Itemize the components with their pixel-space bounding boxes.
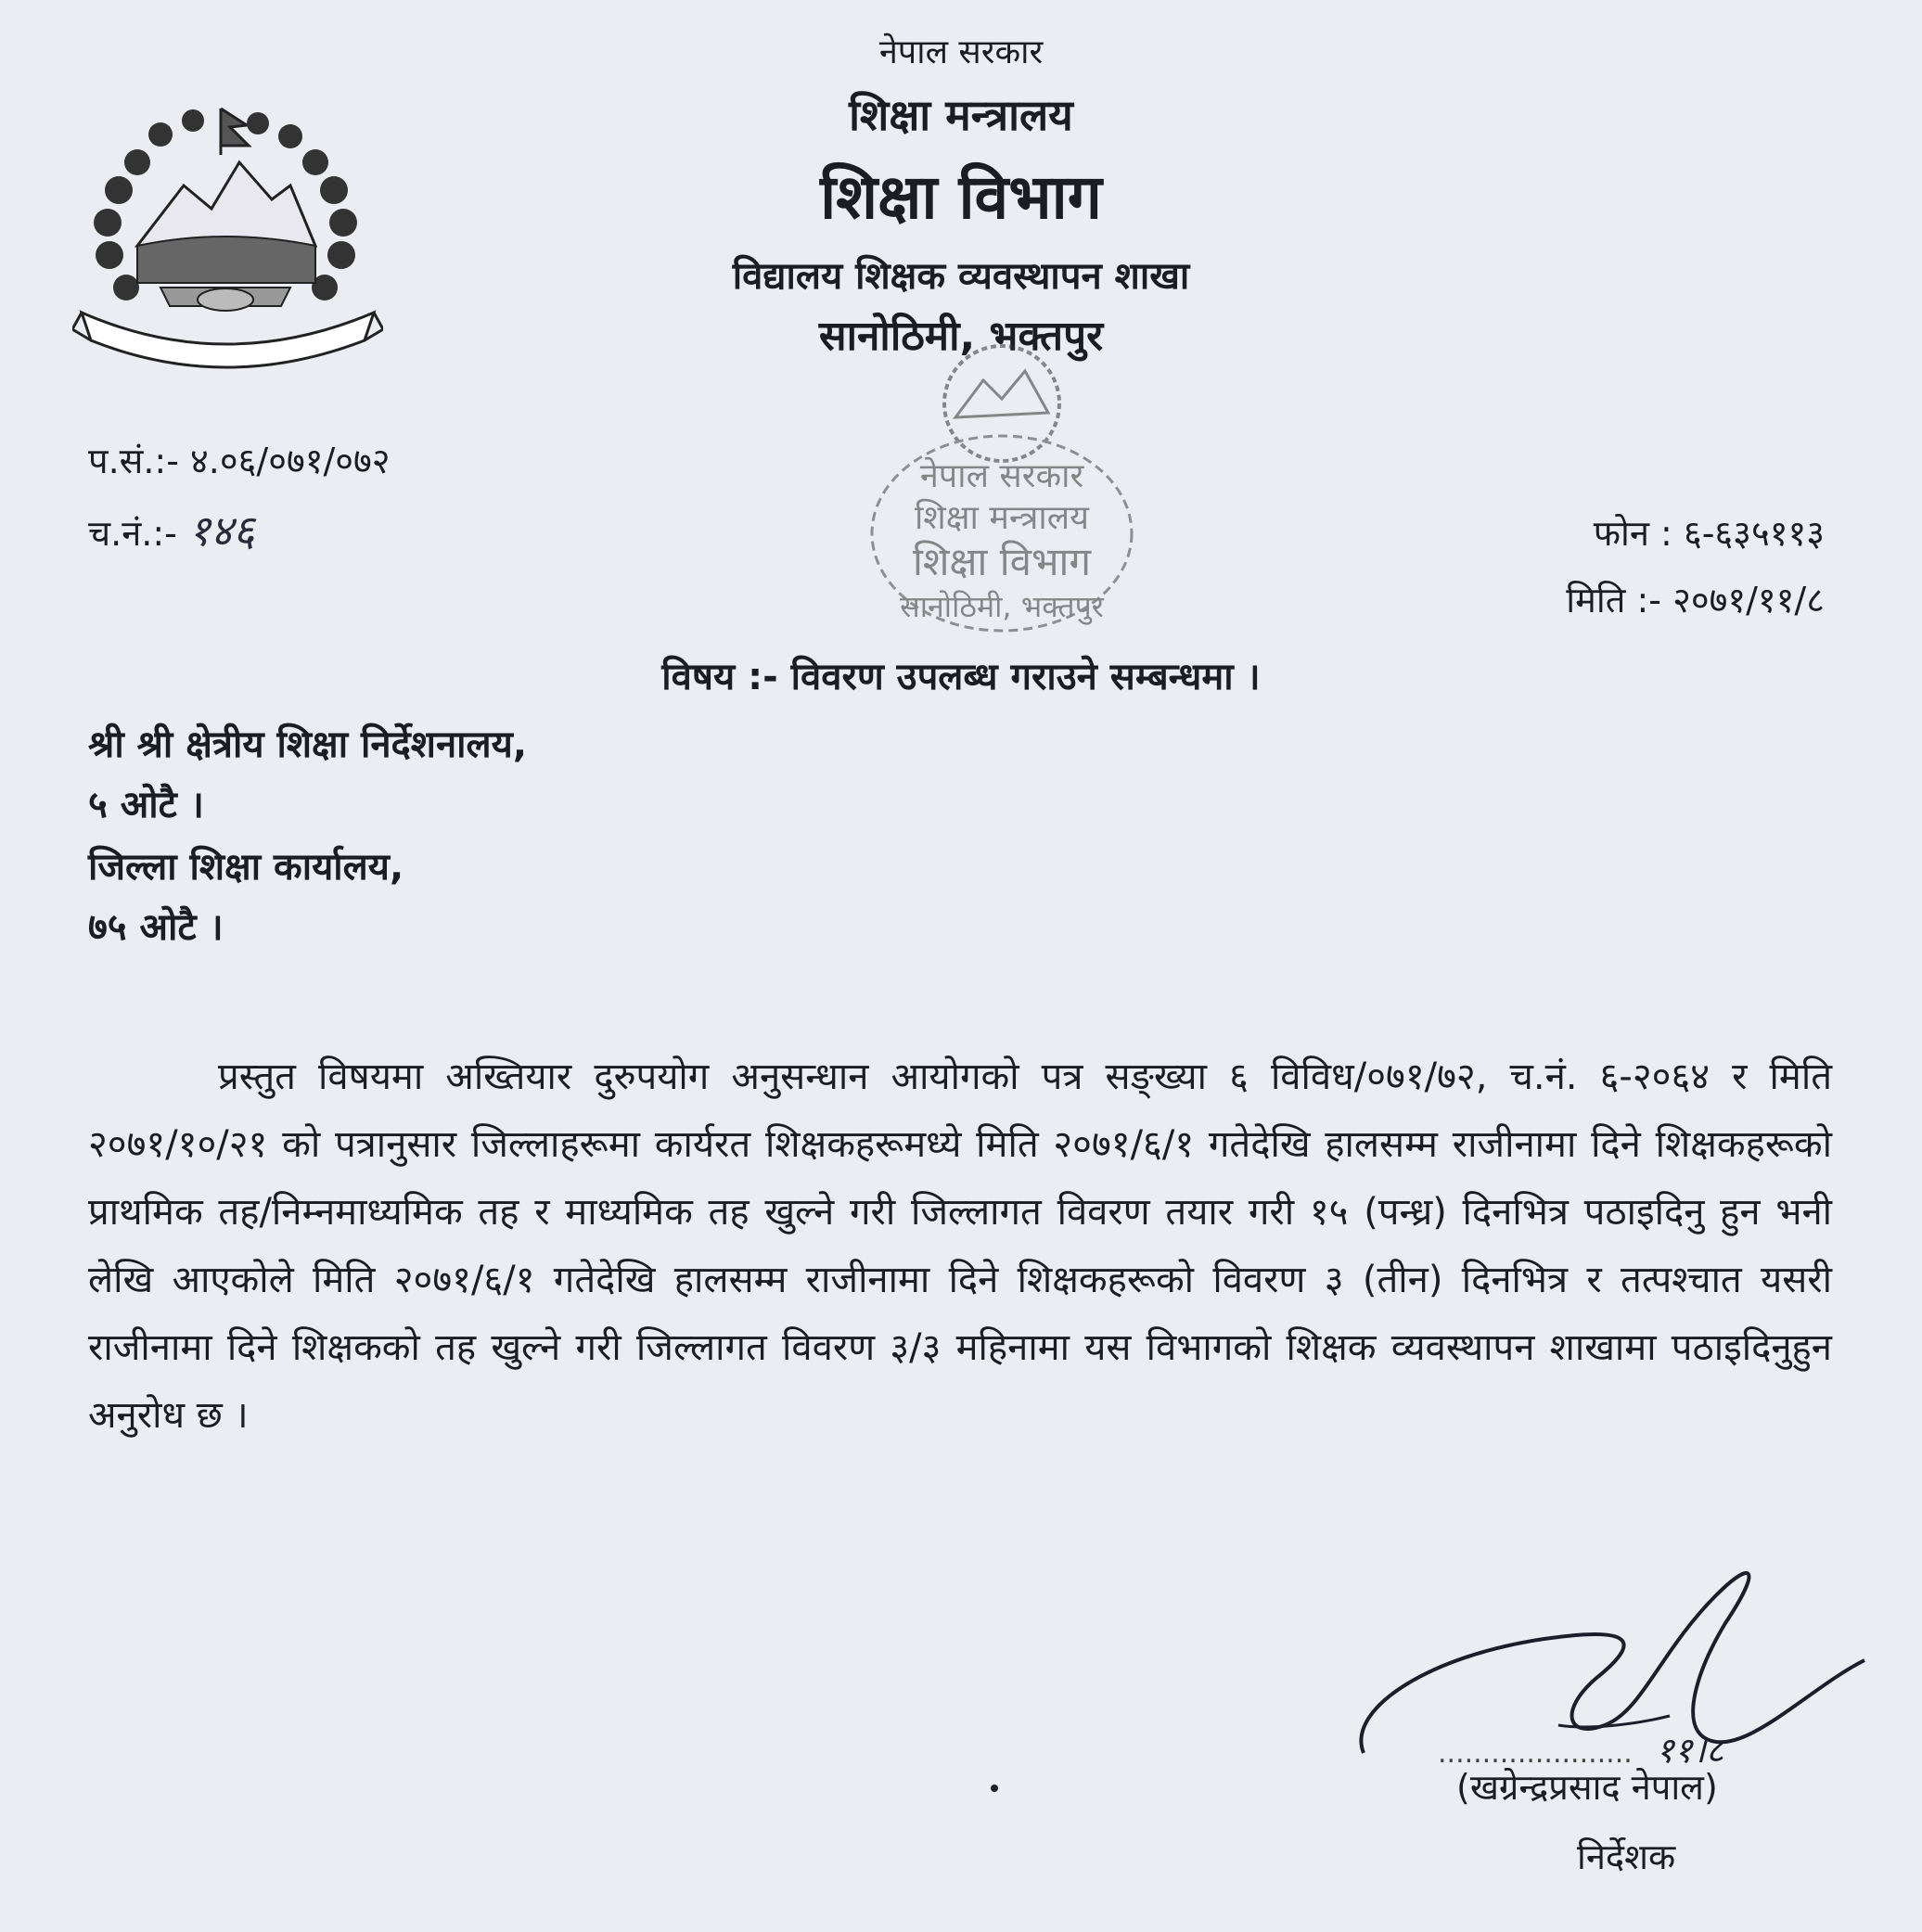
signatory-name: (खग्रेन्द्रप्रसाद नेपाल) [1456, 1767, 1718, 1808]
office-location: सानोठिमी, भक्तपुर [818, 313, 1104, 360]
dispatch-value-handwritten: १४६ [188, 505, 255, 556]
government-name: नेपाल सरकार [878, 33, 1044, 71]
handwritten-signature-icon [1326, 1540, 1883, 1781]
ink-dot [991, 1785, 998, 1792]
letter-subject: विषय :- विवरण उपलब्ध गराउने सम्बन्धमा । [661, 656, 1261, 698]
dispatch-label: च.नं.:- [88, 513, 177, 554]
phone-number [1594, 508, 1825, 557]
phone-label: फोन : [1593, 513, 1672, 554]
addressee-line: श्री श्री क्षेत्रीय शिक्षा निर्देशनालय, [88, 723, 528, 766]
reference-label: प.सं.:- [88, 441, 179, 481]
reference-value: ४.०६/०७१/०७२ [190, 441, 391, 481]
svg-text:शिक्षा मन्त्रालय: शिक्षा मन्त्रालय [914, 499, 1090, 537]
department-name: शिक्षा विभाग [820, 161, 1102, 233]
nepal-coat-of-arms-icon [72, 97, 383, 376]
reference-number [88, 436, 391, 484]
section-name: विद्यालय शिक्षक व्यवस्थापन शाखा [732, 255, 1190, 298]
phone-value: ६-६३५११३ [1683, 513, 1825, 554]
addressee-line: ५ ओटै । [88, 784, 204, 826]
date-value: २०७१/११/८ [1672, 580, 1825, 621]
office-stamp-icon [863, 343, 1150, 640]
signature-handwritten-date: ११।८ [1656, 1730, 1724, 1771]
signatory-designation: निर्देशक [1577, 1836, 1676, 1877]
addressee-line: ७५ ओटै । [88, 906, 224, 949]
svg-text:सानोठिमी, भक्तपुर: सानोठिमी, भक्तपुर [900, 589, 1104, 624]
ministry-name: शिक्षा मन्त्रालय [849, 90, 1073, 140]
svg-text:नेपाल सरकार: नेपाल सरकार [919, 457, 1084, 495]
signature-dotted-line: ...................... [1438, 1737, 1633, 1770]
dispatch-number [88, 501, 255, 558]
svg-text:शिक्षा विभाग: शिक्षा विभाग [912, 539, 1092, 584]
letter-body: प्रस्तुत विषयमा अख्तियार दुरुपयोग अनुसन्धान आयोगको पत्र सङ्ख्या ६ विविध/०७१/७२, च.नं. ६-२०६४ र मिति २०७१/१०/२१ को पत्रानुसार जिल्लाहरूमा कार्यरत शिक्षकहरूमध्ये मिति २०७१/६/१ गतेदेखि हालसम्म राजीनामा दिने शिक्षकहरूको प्राथमिक तह/निम्नमाध्यमिक तह र माध्यमिक तह खुल्ने गरी जिल्लागत विवरण तयार गरी १५ (पन्ध्र) दिनभित्र पठाइदिनु हुन भनी लेखि आएकोले मिति २०७१/६/१ गतेदेखि हालसम्म राजीनामा दिने शिक्षकहरूको विवरण ३ (तीन) दिनभित्र र तत्पश्चात यसरी राजीनामा दिने शिक्षकको तह खुल्ने गरी जिल्लागत विवरण ३/३ महिनामा यस विभागको शिक्षक व्यवस्थापन शाखामा पठाइदिनुहुन अनुरोध छ । [88, 1056, 1832, 1437]
addressee-line: जिल्ला शिक्षा कार्यालय, [88, 846, 404, 889]
letter-date [1566, 575, 1825, 623]
date-label: मिति :- [1566, 580, 1661, 621]
